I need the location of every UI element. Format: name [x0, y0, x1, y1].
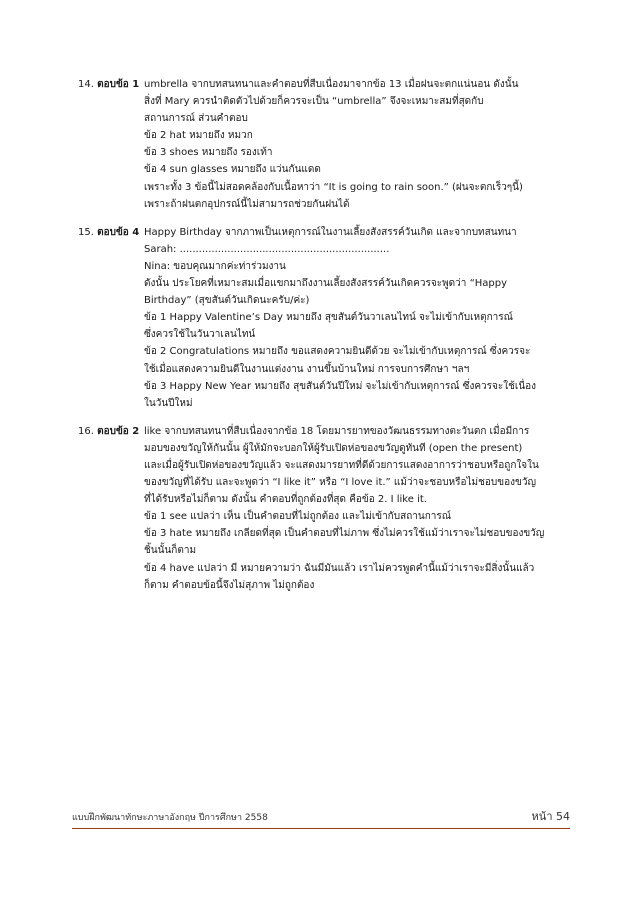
item-number: 15. — [78, 226, 94, 238]
body-line: ของขวัญที่ได้รับ และจะพูดว่า “I like it” หรือ “I love it.” แม้ว่าจะชอบหรือไม่ชอบของขวัญ — [144, 477, 536, 489]
body-line: ข้อ 4 have แปลว่า มี หมายความว่า ฉันมีมันแล้ว เราไม่ควรพูดคำนี้แม้ว่าเราจะมีสิ่งนั้นแล้ว — [144, 562, 535, 574]
page-footer — [72, 806, 570, 829]
page-number: หน้า 54 — [531, 810, 570, 823]
body-line: ที่ได้รับหรือไม่ก็ตาม ดังนั้น คำตอบที่ถูกต้องที่สุด คือข้อ 2. I like it. — [144, 494, 427, 506]
body-line: ใช้เมื่อแสดงความยินดีในงานแต่งงาน งานขึ้นบ้านใหม่ การจบการศึกษา ฯลฯ — [144, 363, 470, 375]
body-line: เพราะทั้ง 3 ข้อนี้ไม่สอดคล้องกับเนื้อหาว่า “It is going to rain soon.” (ฝนจะตกเร็วๆนี้) — [144, 181, 523, 193]
body-line: ข้อ 4 sun glasses หมายถึง แว่นกันแดด — [144, 164, 321, 176]
answer-item-15 — [78, 224, 572, 412]
item-body — [144, 423, 572, 594]
body-line: Happy Birthday จากภาพเป็นเหตุการณ์ในงานเลี้ยงสังสรรค์วันเกิด และจากบทสนทนา — [144, 226, 517, 238]
body-line: ข้อ 3 hate หมายถึง เกลียดที่สุด เป็นคำตอบที่ไม่ภาพ ซึ่งไม่ควรใช้แม้ว่าเราจะไม่ชอบของขวัญ — [144, 528, 545, 540]
body-line: ก็ตาม คำตอบข้อนี้จึงไม่สุภาพ ไม่ถูกต้อง — [144, 579, 315, 591]
body-line: ข้อ 3 shoes หมายถึง รองเท้า — [144, 147, 273, 159]
item-lead — [78, 224, 144, 241]
body-line: ซึ่งควรใช้ในวันวาเลนไทน์ — [144, 329, 256, 341]
body-line: Birthday” (สุขสันต์วันเกิดนะครับ/ค่ะ) — [144, 295, 310, 307]
item-lead — [78, 76, 144, 93]
item-lead — [78, 423, 144, 440]
body-line: และเมื่อผู้รับเปิดห่อของขวัญแล้ว จะแสดงมารยาทที่ดีด้วยการแสดงอาการว่าชอบหรือถูกใจใน — [144, 459, 539, 471]
item-body — [144, 76, 572, 213]
answer-item-14 — [78, 76, 572, 213]
body-line: like จากบทสนทนาที่สืบเนื่องจากข้อ 18 โดยมารยาทของวัฒนธรรมทางตะวันตก เมื่อมีการ — [144, 425, 530, 437]
item-number: 16. — [78, 425, 94, 437]
body-line: สถานการณ์ ส่วนคำตอบ — [144, 113, 248, 125]
item-body — [144, 224, 572, 412]
body-line: ข้อ 1 Happy Valentine’s Day หมายถึง สุขสันต์วันวาเลนไทน์ จะไม่เข้ากับเหตุการณ์ — [144, 312, 513, 324]
body-line: สิ่งที่ Mary ควรนำติดตัวไปด้วยก็ควรจะเป็น “umbrella” จึงจะเหมาะสมที่สุดกับ — [144, 96, 484, 108]
body-line: ข้อ 2 hat หมายถึง หมวก — [144, 130, 253, 142]
answer-choice: ตอบข้อ 4 — [97, 226, 140, 238]
answer-explanations — [78, 76, 572, 605]
body-line: ข้อ 2 Congratulations หมายถึง ขอแสดงความยินดีด้วย จะไม่เข้ากับเหตุการณ์ ซึ่งควรจะ — [144, 346, 531, 358]
body-line: ในวันปีใหม่ — [144, 397, 193, 409]
body-line: Nina: ขอบคุณมากค่ะท่าร่วมงาน — [144, 260, 286, 272]
footer-title: แบบฝึกพัฒนาทักษะภาษาอังกฤษ ปีการศึกษา 2558 — [72, 813, 268, 823]
body-line: เพราะถ้าฝนตกอุปกรณ์นี้ไม่สามารถช่วยกันฝนได้ — [144, 198, 350, 210]
body-line: มอบของขวัญให้กันนั้น ผู้ให้มักจะบอกให้ผู้รับเปิดห่อของขวัญดูทันที (open the present) — [144, 442, 523, 454]
body-line: ข้อ 1 see แปลว่า เห็น เป็นคำตอบที่ไม่ถูกต้อง และไม่เข้ากับสถานการณ์ — [144, 511, 452, 523]
item-number: 14. — [78, 79, 94, 90]
body-line: Sarah: .................................................................. — [144, 243, 390, 255]
body-line: umbrella จากบทสนทนาและคำตอบที่สืบเนื่องมาจากข้อ 13 เมื่อฝนจะตกแน่นอน ดังนั้น — [144, 79, 519, 90]
body-line: ดังนั้น ประโยคที่เหมาะสมเมื่อแขกมาถึงงานเลี้ยงสังสรรค์วันเกิดควรจะพูดว่า “Happy — [144, 278, 508, 290]
answer-item-16 — [78, 423, 572, 594]
answer-choice: ตอบข้อ 1 — [97, 79, 140, 90]
body-line: ข้อ 3 Happy New Year หมายถึง สุขสันต์วันปีใหม่ จะไม่เข้ากับเหตุการณ์ ซึ่งควรจะใช้เนื่อง — [144, 380, 537, 392]
answer-choice: ตอบข้อ 2 — [97, 425, 140, 437]
body-line: ชิ้นนั้นก็ตาม — [144, 545, 197, 557]
